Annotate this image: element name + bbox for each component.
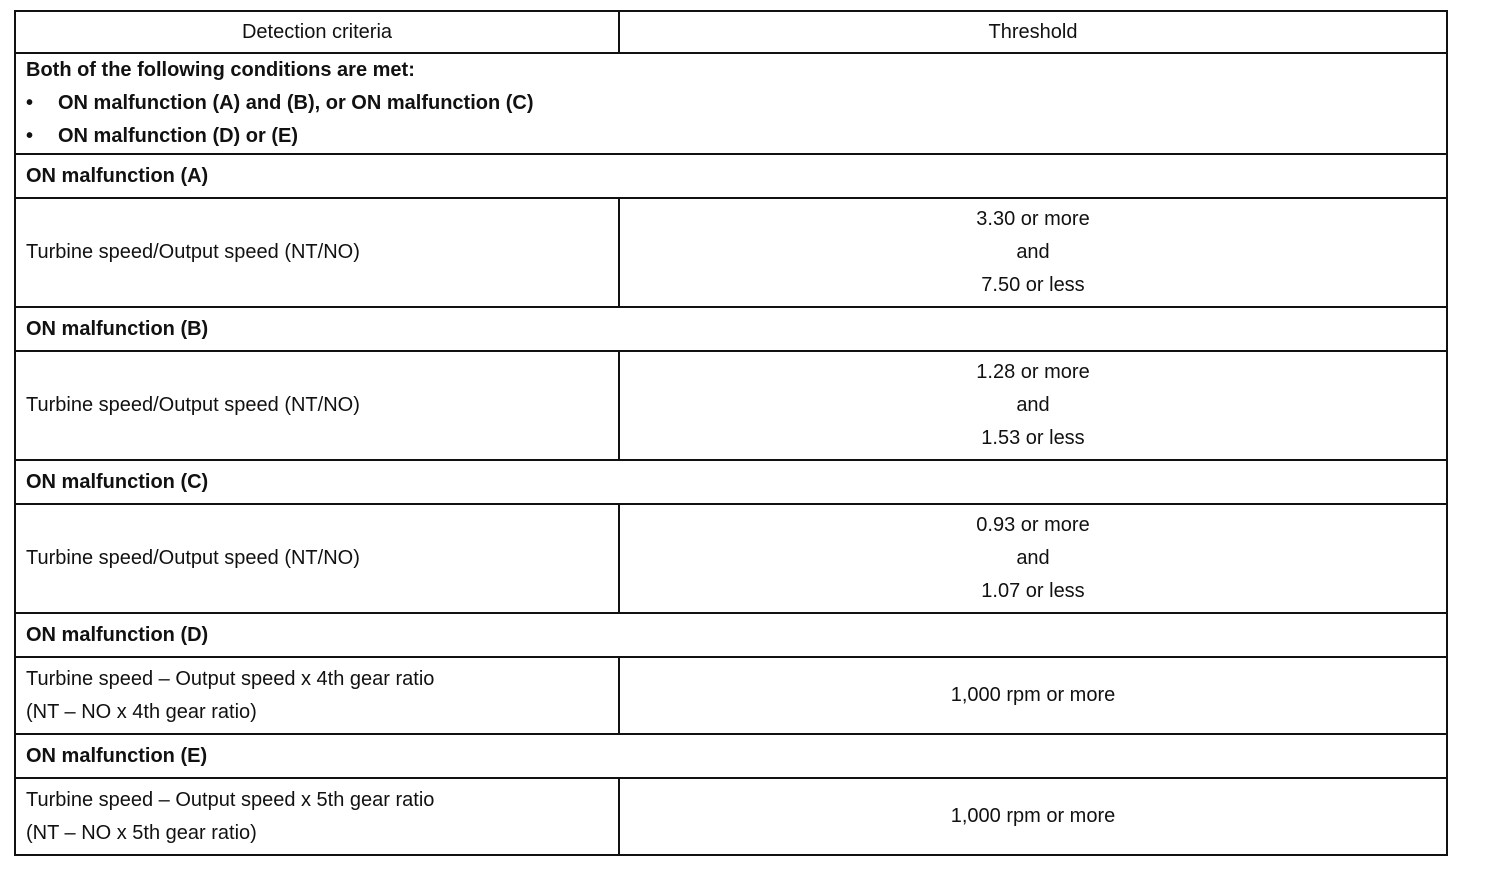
threshold-cell (619, 351, 1447, 460)
threshold-text: 3.30 or more (976, 208, 1090, 230)
conditions-cell (15, 53, 1447, 154)
criteria-row (15, 351, 1447, 460)
section-title-row (15, 154, 1447, 198)
criteria-cell (15, 198, 619, 307)
criteria-text: Turbine speed/Output speed (NT/NO) (26, 241, 360, 263)
threshold-cell (619, 778, 1447, 855)
section-title-row (15, 460, 1447, 504)
threshold-text: 1.28 or more (976, 361, 1090, 383)
criteria-cell (15, 351, 619, 460)
threshold-cell (619, 504, 1447, 613)
criteria-row (15, 198, 1447, 307)
threshold-text: and (1016, 547, 1050, 569)
criteria-text: Turbine speed/Output speed (NT/NO) (26, 394, 360, 416)
section-title: ON malfunction (B) (15, 307, 1447, 351)
condition-text: ON malfunction (A) and (B), or ON malfunction (C) (58, 92, 534, 114)
criteria-text: (NT – NO x 4th gear ratio) (26, 700, 257, 723)
threshold-cell (619, 198, 1447, 307)
conditions-row (15, 53, 1447, 154)
threshold-text: 0.93 or more (976, 514, 1090, 536)
criteria-cell (15, 778, 619, 855)
condition-item (26, 120, 1436, 153)
threshold-text: 1,000 rpm or more (950, 805, 1116, 827)
criteria-cell (15, 504, 619, 613)
criteria-row (15, 504, 1447, 613)
section-title-row (15, 734, 1447, 778)
threshold-text: and (1016, 241, 1050, 263)
section-title-row (15, 307, 1447, 351)
section-title: ON malfunction (C) (15, 460, 1447, 504)
criteria-text: Turbine speed/Output speed (NT/NO) (26, 547, 360, 569)
criteria-text: Turbine speed – Output speed x 4th gear ratio (26, 667, 435, 690)
criteria-text: (NT – NO x 5th gear ratio) (26, 821, 257, 844)
criteria-row (15, 778, 1447, 855)
threshold-header: Threshold (619, 11, 1447, 53)
criteria-row (15, 657, 1447, 734)
threshold-text: 1.07 or less (981, 580, 1085, 602)
detection-criteria-table (14, 10, 1448, 856)
section-title: ON malfunction (D) (15, 613, 1447, 657)
detection-criteria-header: Detection criteria (15, 11, 619, 53)
threshold-text: and (1016, 394, 1050, 416)
section-title-row (15, 613, 1447, 657)
threshold-text: 1.53 or less (981, 427, 1085, 449)
threshold-text: 7.50 or less (981, 274, 1085, 296)
criteria-text: Turbine speed – Output speed x 5th gear ratio (26, 788, 435, 811)
bullet-marker: • (26, 125, 34, 147)
conditions-intro: Both of the following conditions are met: (26, 59, 415, 81)
condition-text: ON malfunction (D) or (E) (58, 125, 298, 147)
condition-item (26, 87, 1436, 120)
threshold-cell (619, 657, 1447, 734)
section-title: ON malfunction (A) (15, 154, 1447, 198)
section-title: ON malfunction (E) (15, 734, 1447, 778)
criteria-cell (15, 657, 619, 734)
threshold-text: 1,000 rpm or more (950, 684, 1116, 706)
table-header-row (15, 11, 1447, 53)
bullet-marker: • (26, 92, 34, 114)
